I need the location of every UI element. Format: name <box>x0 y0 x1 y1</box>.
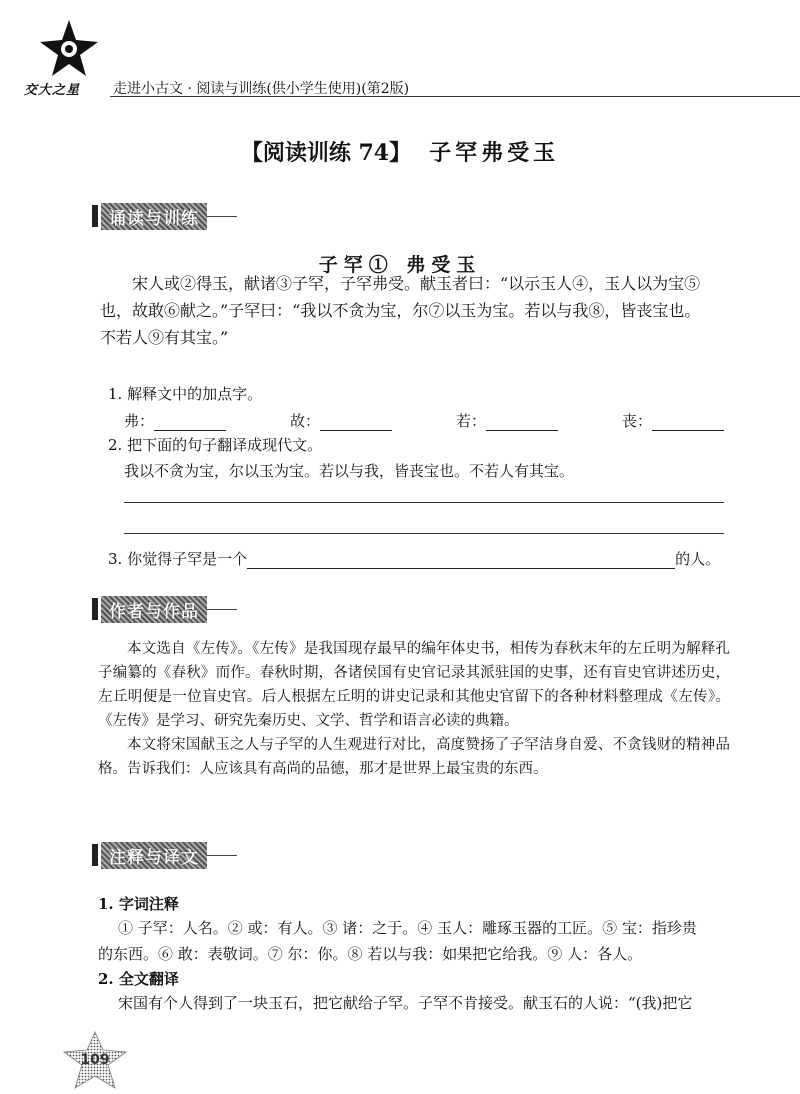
lesson-label: 【阅读训练 74】 <box>240 140 412 166</box>
answer-blank[interactable] <box>154 414 226 431</box>
brand-name: 交大之星 <box>24 83 81 98</box>
q1-item: 丧： <box>622 410 724 431</box>
author-paragraph-1: 本文选自《左传》。《左传》是我国现存最早的编年体史书，相传为春秋末年的左丘明为解释孔子编纂的《春秋》而作。春秋时期，各诸侯国有史官记录其派驻国的史事，还有盲史官讲述历史，左丘明便是一位盲史官。后人根据左丘明的讲史记录和其他史官留下的各种材料整理成《左传》。《左传》是学习、研究先秦历史、文学、哲学和语言必读的典籍。 <box>98 641 730 729</box>
question-3 <box>108 548 720 569</box>
question-2-sentence: 我以不贪为宝，尔以玉为宝。若以与我，皆丧宝也。不若人有其宝。 <box>124 462 575 480</box>
notes-heading-1: 1. 字词注释 <box>98 895 179 913</box>
section-banner-reading <box>92 204 237 228</box>
passage-line-3: 不若人⑨有其宝。” <box>100 328 229 347</box>
answer-line[interactable] <box>124 533 724 534</box>
section-banner-notes <box>92 843 237 867</box>
header-rule <box>110 96 800 97</box>
notes-line-1: ① 子罕：人名。② 或：有人。③ 诸：之于。④ 玉人：雕琢玉器的工匠。⑤ 宝：指珍贵 <box>118 919 697 937</box>
banner-line <box>207 855 237 856</box>
banner-line <box>207 216 237 217</box>
answer-blank[interactable] <box>247 552 675 569</box>
answer-blank[interactable] <box>486 414 558 431</box>
notes-line-2: 的东西。⑥ 敢：表敬词。⑦ 尔：你。⑧ 若以与我：如果把它给我。⑨ 人：各人。 <box>98 945 643 963</box>
passage-line-2: 也，故敢⑥献之。”子罕曰：“我以不贪为宝，尔⑦以玉为宝。若以与我⑧，皆丧宝也。 <box>100 301 701 320</box>
banner-line <box>207 609 237 610</box>
notes-heading-2: 2. 全文翻译 <box>98 970 179 988</box>
question-3-suffix: 的人。 <box>675 550 721 568</box>
answer-line[interactable] <box>124 502 724 503</box>
banner-bar <box>92 205 98 227</box>
banner-bar <box>92 844 98 866</box>
q1-item: 弗： <box>124 410 226 431</box>
question-1-blanks <box>124 410 724 431</box>
notes-text-1 <box>98 915 730 967</box>
passage-line-1: 宋人或②得玉，献诸③子罕，子罕弗受。献玉者曰：“以示玉人④，玉人以为宝⑤ <box>132 274 701 293</box>
author-work-text <box>98 637 730 781</box>
banner-bar <box>92 598 98 620</box>
passage-title: 子罕① 弗受玉 <box>318 254 482 276</box>
question-3-prefix: 3. 你觉得子罕是一个 <box>108 550 248 568</box>
section-banner-author <box>92 597 237 621</box>
notes-text-2 <box>98 990 730 1016</box>
section-title-reading: 诵读与训练 <box>101 203 207 230</box>
lesson-name: 子罕弗受玉 <box>429 140 560 166</box>
question-1: 1. 解释文中的加点字。 <box>108 385 263 403</box>
section-title-author: 作者与作品 <box>101 596 207 623</box>
passage-text <box>100 270 730 351</box>
book-title: 走进小古文 · 阅读与训练(供小学生使用)(第2版) <box>113 81 410 97</box>
lesson-title <box>0 136 800 167</box>
answer-blank[interactable] <box>652 414 724 431</box>
answer-blank[interactable] <box>320 414 392 431</box>
page-number: 109 <box>80 1052 110 1068</box>
q1-item: 故： <box>290 410 392 431</box>
q1-item: 若： <box>456 410 558 431</box>
question-2: 2. 把下面的句子翻译成现代文。 <box>108 436 323 454</box>
section-title-notes: 注释与译文 <box>101 842 207 869</box>
star-logo-icon <box>38 18 100 80</box>
translation-line-1: 宋国有个人得到了一块玉石，把它献给子罕。子罕不肯接受。献玉石的人说：“(我)把它 <box>118 994 693 1012</box>
author-paragraph-2: 本文将宋国献玉之人与子罕的人生观进行对比，高度赞扬了子罕洁身自爱、不贪钱财的精神品格。告诉我们：人应该具有高尚的品德，那才是世界上最宝贵的东西。 <box>98 737 730 777</box>
page-number-star-icon <box>60 1030 130 1090</box>
